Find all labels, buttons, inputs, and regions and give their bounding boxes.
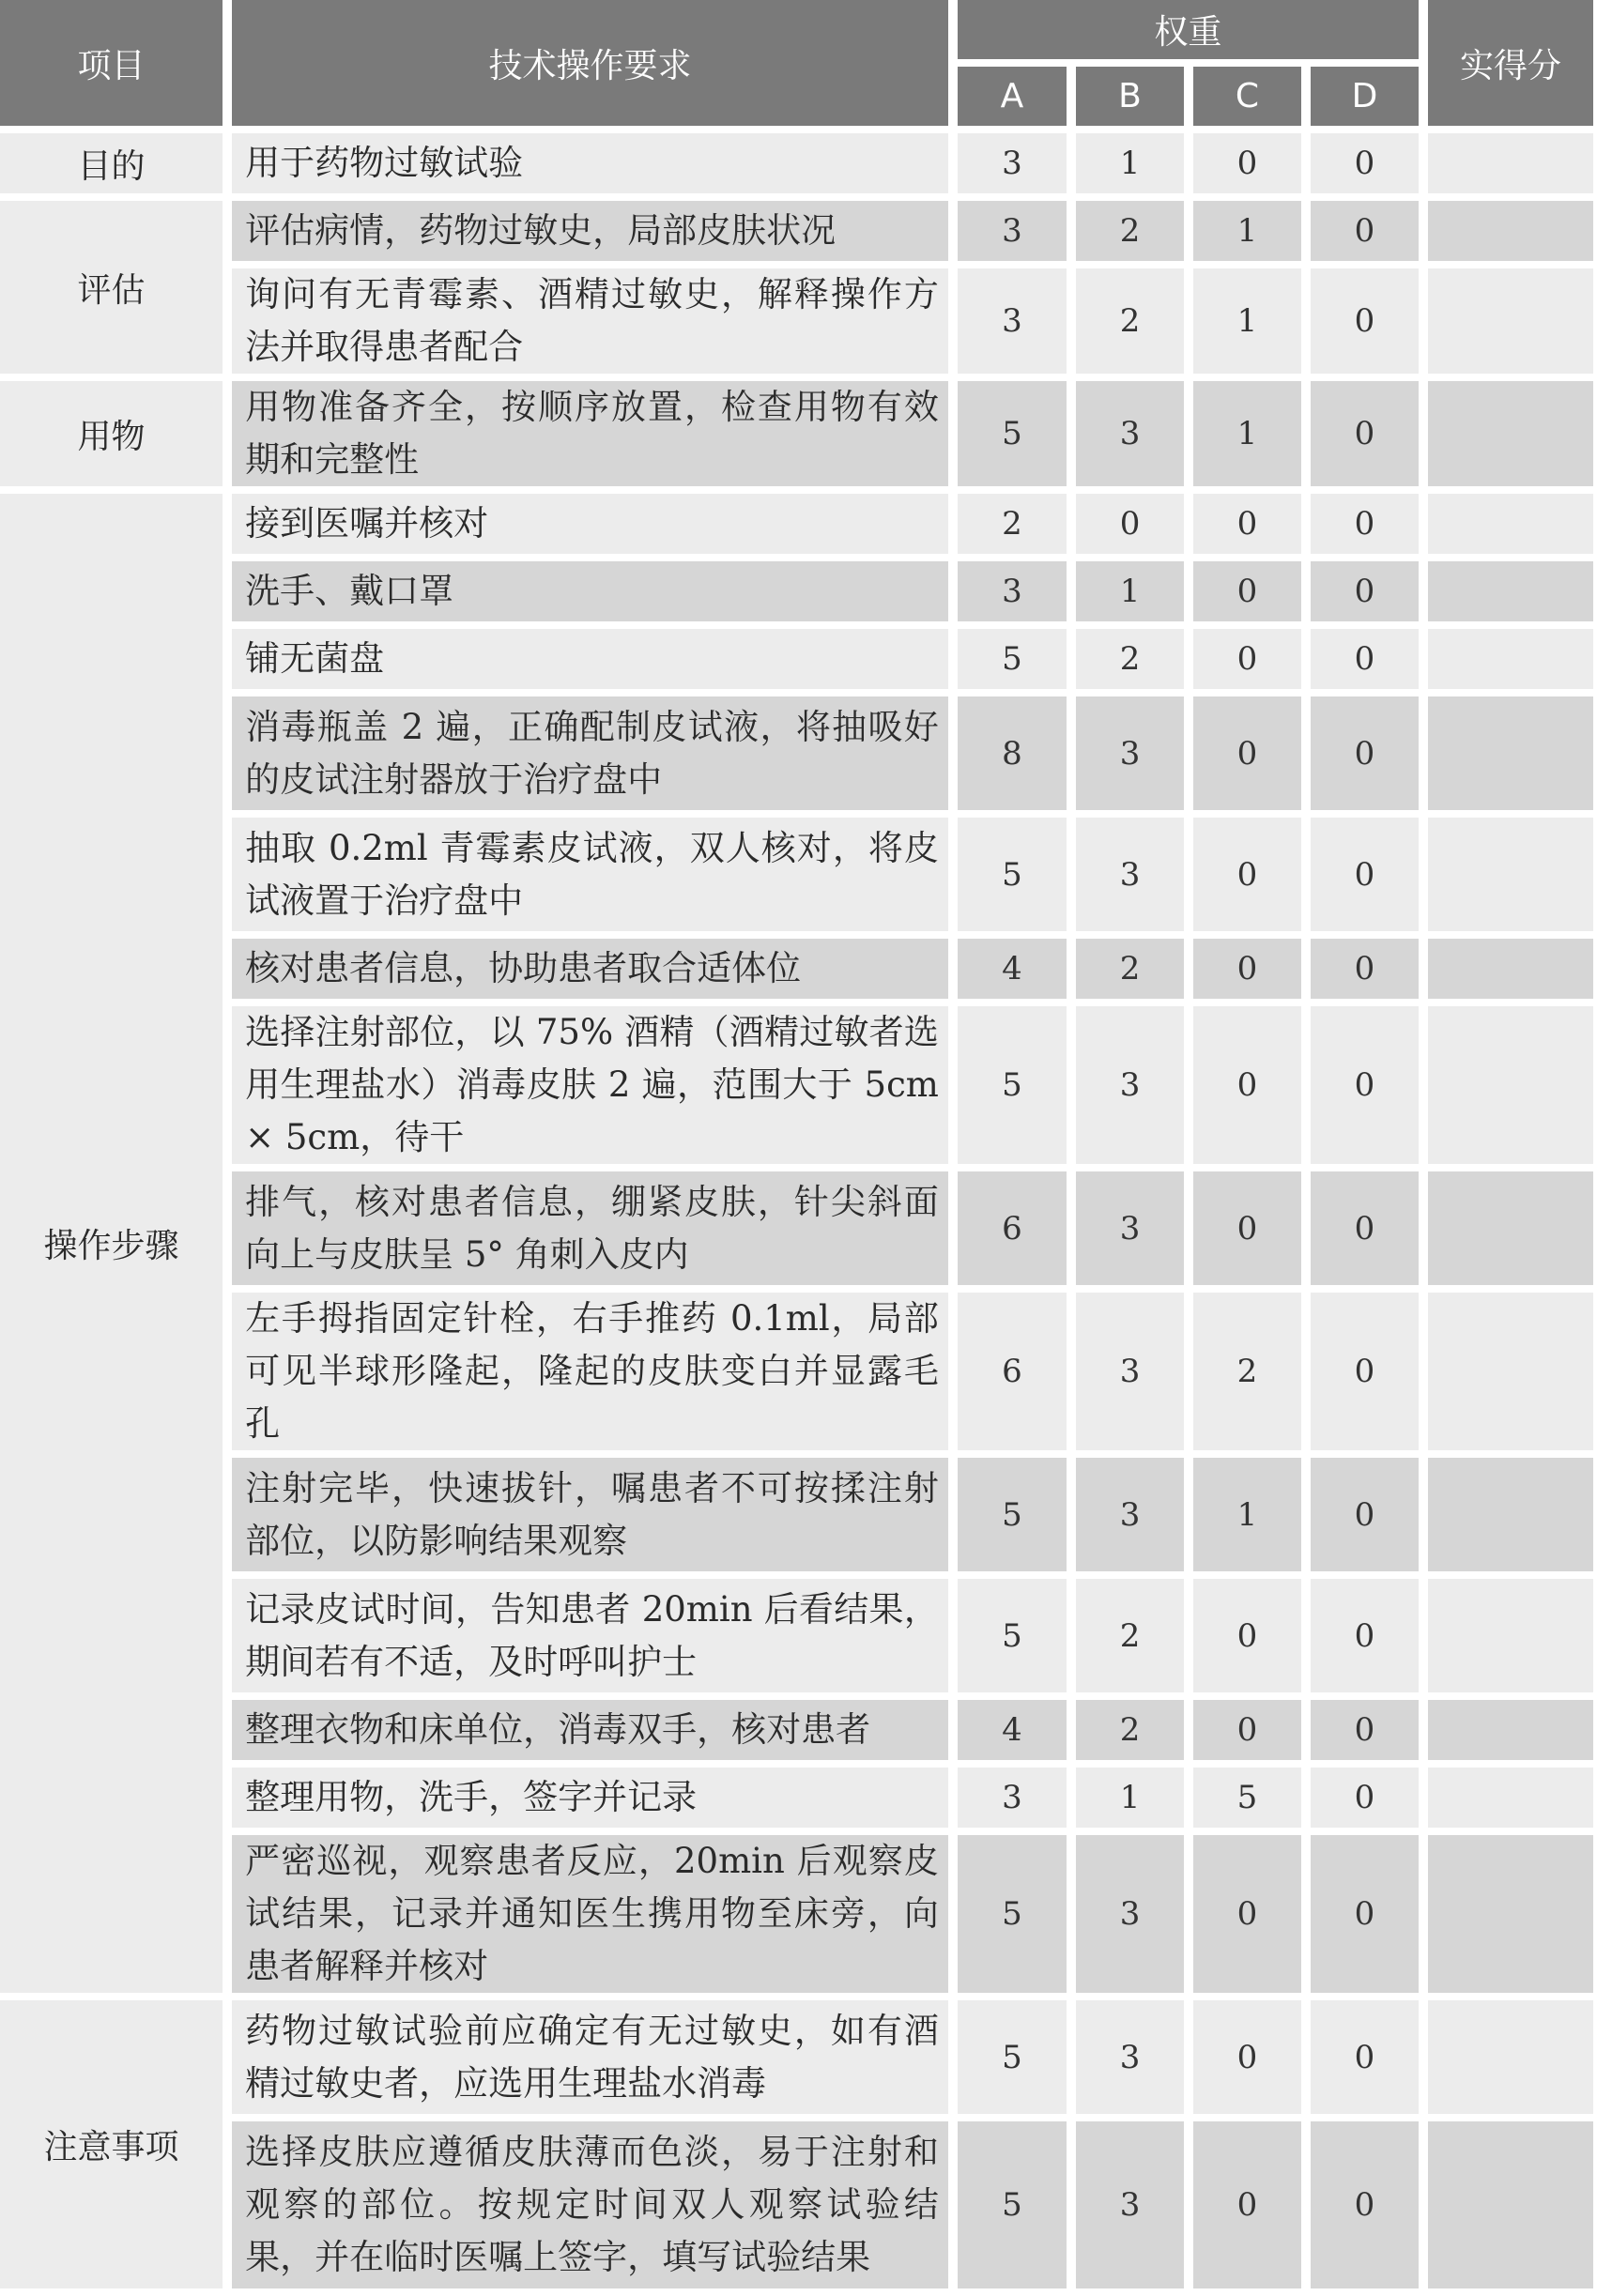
category-steps: 操作步骤 bbox=[0, 494, 223, 1993]
weight-c: 0 bbox=[1193, 1579, 1301, 1692]
table-row bbox=[0, 561, 1593, 621]
score-cell bbox=[1428, 1700, 1593, 1760]
weight-d: 0 bbox=[1311, 1768, 1419, 1828]
requirement-text: 整理用物，洗手，签字并记录 bbox=[232, 1768, 948, 1828]
table-row bbox=[0, 133, 1593, 193]
weight-b: 3 bbox=[1076, 696, 1184, 810]
weight-a: 4 bbox=[958, 939, 1067, 999]
weight-a: 5 bbox=[958, 1006, 1067, 1164]
score-cell bbox=[1428, 381, 1593, 486]
weight-d: 0 bbox=[1311, 1579, 1419, 1692]
category-notes: 注意事项 bbox=[0, 2000, 223, 2288]
weight-c: 1 bbox=[1193, 268, 1301, 374]
header-score: 实得分 bbox=[1428, 0, 1593, 126]
weight-b: 2 bbox=[1076, 1579, 1184, 1692]
weight-c: 2 bbox=[1193, 1293, 1301, 1450]
weight-b: 2 bbox=[1076, 201, 1184, 261]
weight-a: 5 bbox=[958, 1579, 1067, 1692]
score-cell bbox=[1428, 939, 1593, 999]
weight-b: 3 bbox=[1076, 818, 1184, 931]
score-cell bbox=[1428, 1171, 1593, 1285]
weight-a: 4 bbox=[958, 1700, 1067, 1760]
table-row bbox=[0, 201, 1593, 261]
weight-a: 5 bbox=[958, 1458, 1067, 1571]
weight-d: 0 bbox=[1311, 1293, 1419, 1450]
weight-a: 3 bbox=[958, 561, 1067, 621]
weight-c: 0 bbox=[1193, 1835, 1301, 1993]
weight-c: 0 bbox=[1193, 2121, 1301, 2288]
weight-c: 0 bbox=[1193, 2000, 1301, 2114]
weight-d: 0 bbox=[1311, 696, 1419, 810]
table-row bbox=[0, 696, 1593, 810]
weight-b: 1 bbox=[1076, 133, 1184, 193]
requirement-text: 接到医嘱并核对 bbox=[232, 494, 948, 554]
table-row bbox=[0, 1006, 1593, 1164]
table-row bbox=[0, 2000, 1593, 2114]
score-cell bbox=[1428, 1006, 1593, 1164]
weight-d: 0 bbox=[1311, 629, 1419, 689]
header-grade-b: B bbox=[1076, 67, 1184, 126]
category-purpose: 目的 bbox=[0, 133, 223, 193]
requirement-text: 询问有无青霉素、酒精过敏史，解释操作方法并取得患者配合 bbox=[232, 268, 948, 374]
table-row bbox=[0, 818, 1593, 931]
table-row bbox=[0, 381, 1593, 486]
score-cell bbox=[1428, 1293, 1593, 1450]
score-cell bbox=[1428, 629, 1593, 689]
requirement-text: 左手拇指固定针栓，右手推药 0.1ml，局部可见半球形隆起，隆起的皮肤变白并显露毛孔 bbox=[232, 1293, 948, 1450]
weight-a: 6 bbox=[958, 1293, 1067, 1450]
weight-b: 2 bbox=[1076, 1700, 1184, 1760]
table-row bbox=[0, 939, 1593, 999]
weight-c: 1 bbox=[1193, 1458, 1301, 1571]
weight-b: 3 bbox=[1076, 1835, 1184, 1993]
weight-a: 3 bbox=[958, 268, 1067, 374]
weight-b: 2 bbox=[1076, 268, 1184, 374]
requirement-text: 选择注射部位，以 75% 酒精（酒精过敏者选用生理盐水）消毒皮肤 2 遍，范围大于 5cm × 5cm，待干 bbox=[232, 1006, 948, 1164]
requirement-text: 药物过敏试验前应确定有无过敏史，如有酒精过敏史者，应选用生理盐水消毒 bbox=[232, 2000, 948, 2114]
header-weight: 权重 bbox=[958, 0, 1419, 59]
weight-a: 8 bbox=[958, 696, 1067, 810]
weight-d: 0 bbox=[1311, 818, 1419, 931]
weight-d: 0 bbox=[1311, 2121, 1419, 2288]
score-cell bbox=[1428, 201, 1593, 261]
weight-b: 3 bbox=[1076, 2121, 1184, 2288]
weight-d: 0 bbox=[1311, 1458, 1419, 1571]
score-cell bbox=[1428, 696, 1593, 810]
weight-b: 3 bbox=[1076, 1006, 1184, 1164]
weight-a: 3 bbox=[958, 1768, 1067, 1828]
weight-c: 0 bbox=[1193, 939, 1301, 999]
weight-a: 5 bbox=[958, 2121, 1067, 2288]
table-row bbox=[0, 1293, 1593, 1450]
header-item: 项目 bbox=[0, 0, 223, 126]
requirement-text: 铺无菌盘 bbox=[232, 629, 948, 689]
weight-a: 5 bbox=[958, 1835, 1067, 1993]
header-grade-a: A bbox=[958, 67, 1067, 126]
score-cell bbox=[1428, 494, 1593, 554]
weight-a: 3 bbox=[958, 201, 1067, 261]
weight-c: 0 bbox=[1193, 1700, 1301, 1760]
score-cell bbox=[1428, 1579, 1593, 1692]
score-cell bbox=[1428, 818, 1593, 931]
weight-c: 0 bbox=[1193, 133, 1301, 193]
weight-c: 0 bbox=[1193, 561, 1301, 621]
weight-d: 0 bbox=[1311, 381, 1419, 486]
score-cell bbox=[1428, 1458, 1593, 1571]
weight-b: 3 bbox=[1076, 2000, 1184, 2114]
weight-b: 1 bbox=[1076, 1768, 1184, 1828]
weight-c: 5 bbox=[1193, 1768, 1301, 1828]
weight-c: 0 bbox=[1193, 818, 1301, 931]
weight-d: 0 bbox=[1311, 494, 1419, 554]
weight-c: 0 bbox=[1193, 1171, 1301, 1285]
table-row bbox=[0, 2121, 1593, 2288]
requirement-text: 评估病情，药物过敏史，局部皮肤状况 bbox=[232, 201, 948, 261]
weight-b: 3 bbox=[1076, 1171, 1184, 1285]
header-requirement: 技术操作要求 bbox=[232, 0, 948, 126]
weight-c: 1 bbox=[1193, 381, 1301, 486]
requirement-text: 选择皮肤应遵循皮肤薄而色淡，易于注射和观察的部位。按规定时间双人观察试验结果，并在临时医嘱上签字，填写试验结果 bbox=[232, 2121, 948, 2288]
score-cell bbox=[1428, 561, 1593, 621]
header-grade-d: D bbox=[1311, 67, 1419, 126]
table-row bbox=[0, 494, 1593, 554]
requirement-text: 严密巡视，观察患者反应，20min 后观察皮试结果，记录并通知医生携用物至床旁，向患者解释并核对 bbox=[232, 1835, 948, 1993]
weight-b: 3 bbox=[1076, 1458, 1184, 1571]
weight-a: 3 bbox=[958, 133, 1067, 193]
score-cell bbox=[1428, 268, 1593, 374]
weight-c: 0 bbox=[1193, 696, 1301, 810]
table-row bbox=[0, 1458, 1593, 1571]
weight-d: 0 bbox=[1311, 201, 1419, 261]
requirement-text: 核对患者信息，协助患者取合适体位 bbox=[232, 939, 948, 999]
weight-d: 0 bbox=[1311, 561, 1419, 621]
weight-b: 2 bbox=[1076, 629, 1184, 689]
weight-a: 5 bbox=[958, 818, 1067, 931]
table-row bbox=[0, 268, 1593, 374]
weight-b: 3 bbox=[1076, 1293, 1184, 1450]
weight-d: 0 bbox=[1311, 2000, 1419, 2114]
weight-d: 0 bbox=[1311, 1700, 1419, 1760]
requirement-text: 消毒瓶盖 2 遍，正确配制皮试液，将抽吸好的皮试注射器放于治疗盘中 bbox=[232, 696, 948, 810]
requirement-text: 注射完毕，快速拔针，嘱患者不可按揉注射部位，以防影响结果观察 bbox=[232, 1458, 948, 1571]
table-row bbox=[0, 1768, 1593, 1828]
weight-c: 0 bbox=[1193, 1006, 1301, 1164]
requirement-text: 洗手、戴口罩 bbox=[232, 561, 948, 621]
weight-a: 5 bbox=[958, 381, 1067, 486]
header-grade-c: C bbox=[1193, 67, 1301, 126]
weight-c: 0 bbox=[1193, 629, 1301, 689]
requirement-text: 抽取 0.2ml 青霉素皮试液，双人核对，将皮试液置于治疗盘中 bbox=[232, 818, 948, 931]
category-assessment: 评估 bbox=[0, 201, 223, 374]
table-row bbox=[0, 629, 1593, 689]
weight-a: 5 bbox=[958, 629, 1067, 689]
weight-a: 5 bbox=[958, 2000, 1067, 2114]
score-cell bbox=[1428, 133, 1593, 193]
table-row bbox=[0, 1579, 1593, 1692]
weight-c: 1 bbox=[1193, 201, 1301, 261]
table-row bbox=[0, 1171, 1593, 1285]
score-cell bbox=[1428, 1768, 1593, 1828]
requirement-text: 记录皮试时间，告知患者 20min 后看结果，期间若有不适，及时呼叫护士 bbox=[232, 1579, 948, 1692]
category-supplies: 用物 bbox=[0, 381, 223, 486]
requirement-text: 用物准备齐全，按顺序放置，检查用物有效期和完整性 bbox=[232, 381, 948, 486]
table-row bbox=[0, 1700, 1593, 1760]
weight-b: 2 bbox=[1076, 939, 1184, 999]
weight-b: 0 bbox=[1076, 494, 1184, 554]
requirement-text: 用于药物过敏试验 bbox=[232, 133, 948, 193]
weight-b: 1 bbox=[1076, 561, 1184, 621]
weight-d: 0 bbox=[1311, 1006, 1419, 1164]
weight-a: 2 bbox=[958, 494, 1067, 554]
weight-d: 0 bbox=[1311, 1171, 1419, 1285]
score-cell bbox=[1428, 1835, 1593, 1993]
table-row bbox=[0, 1835, 1593, 1993]
requirement-text: 排气，核对患者信息，绷紧皮肤，针尖斜面向上与皮肤呈 5° 角刺入皮内 bbox=[232, 1171, 948, 1285]
score-cell bbox=[1428, 2000, 1593, 2114]
weight-c: 0 bbox=[1193, 494, 1301, 554]
weight-d: 0 bbox=[1311, 268, 1419, 374]
weight-d: 0 bbox=[1311, 939, 1419, 999]
score-cell bbox=[1428, 2121, 1593, 2288]
requirement-text: 整理衣物和床单位，消毒双手，核对患者 bbox=[232, 1700, 948, 1760]
weight-a: 6 bbox=[958, 1171, 1067, 1285]
weight-d: 0 bbox=[1311, 133, 1419, 193]
weight-d: 0 bbox=[1311, 1835, 1419, 1993]
weight-b: 3 bbox=[1076, 381, 1184, 486]
